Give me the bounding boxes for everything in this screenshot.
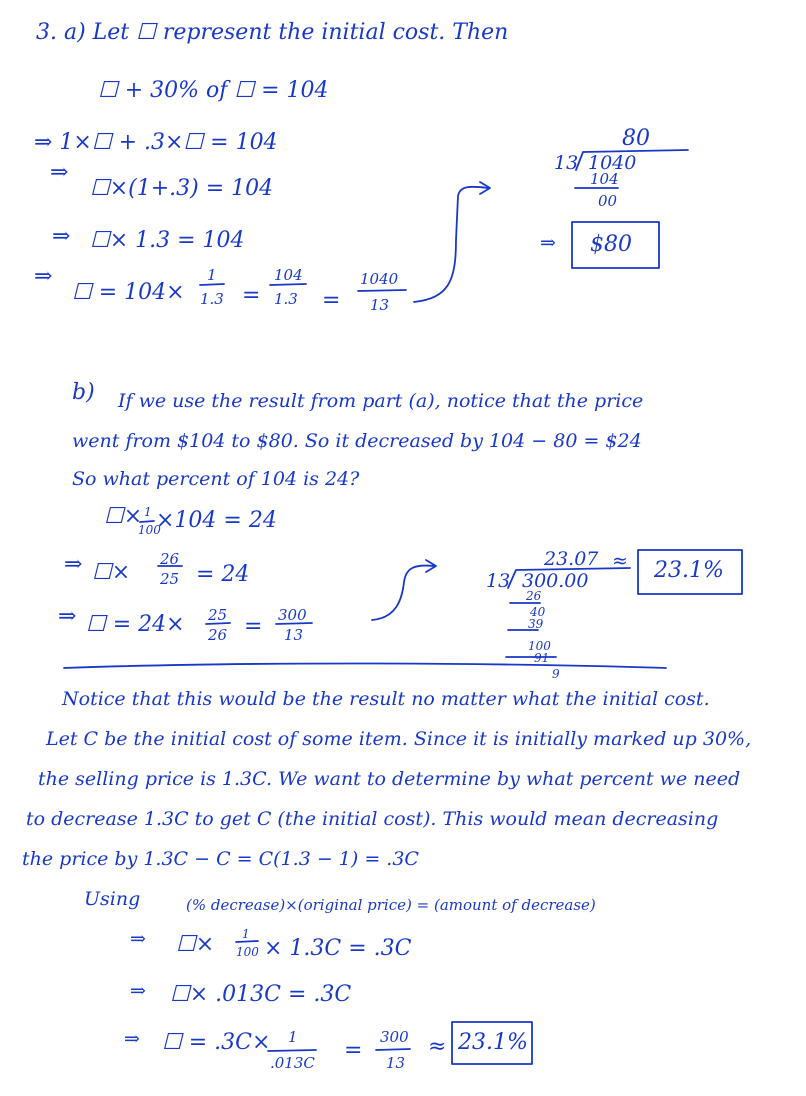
part-a-eq5-equals3: = (322, 288, 341, 313)
general-line4: to decrease 1.3C to get C (the initial cost). This would mean decreasing (26, 808, 719, 830)
part-a-division-remainder: 00 (598, 192, 618, 210)
part-b-division-approx: ≈ (612, 550, 628, 572)
frac-bar-g2 (268, 1050, 316, 1051)
part-a-eq4: ☐× 1.3 = 104 (90, 228, 245, 253)
part-a-eq5-frac1-num: 1 (207, 266, 217, 284)
part-a-arrow5: ⇒ (34, 264, 53, 289)
general-arrow2: ⇒ (130, 980, 146, 1002)
part-b-eq2-lhs: ☐× (92, 560, 131, 585)
general-eq3-frac1-num: 1 (288, 1028, 298, 1046)
part-b-division-divisor: 13 (486, 570, 511, 592)
general-eq3-lhs: ☐ = .3C× (162, 1030, 271, 1055)
general-eq1-frac-num: 1 (242, 927, 250, 941)
part-b-eq3-frac2-num: 300 (278, 606, 307, 624)
general-line2: Let C be the initial cost of some item. Since it is initially marked up 30%, (46, 728, 752, 750)
general-eq3-frac1-den: .013C (270, 1054, 315, 1072)
part-b-label: b) (72, 380, 95, 405)
part-a-answer: $80 (590, 232, 632, 257)
part-b-eq1-rhs: ×104 = 24 (156, 508, 277, 533)
part-b-line3: So what percent of 104 is 24? (72, 468, 360, 490)
part-a-answer-arrow: ⇒ (540, 232, 556, 254)
part-b-eq2-frac-den: 25 (160, 570, 180, 588)
general-arrow3: ⇒ (124, 1028, 140, 1050)
part-b-line2: went from $104 to $80. So it decreased by 104 − 80 = $24 (72, 430, 642, 452)
part-b-eq3-frac1-den: 26 (208, 626, 228, 644)
hook-arrow-b (372, 566, 434, 620)
part-b-division-quotient: 23.07 (544, 548, 599, 570)
part-b-line1: If we use the result from part (a), notice that the price (118, 390, 644, 412)
part-b-eq3-lhs: ☐ = 24× (86, 612, 185, 637)
general-arrow1: ⇒ (130, 928, 146, 950)
frac-bar-a3 (358, 290, 406, 291)
part-b-eq1-frac-den: 100 (138, 523, 161, 537)
part-a-eq5-lhs: ☐ = 104× (72, 280, 185, 305)
general-eq3-frac2-den: 13 (386, 1054, 406, 1072)
part-a-eq5-frac3-num: 1040 (360, 270, 399, 288)
part-b-division-dividend: 300.00 (522, 570, 589, 592)
part-b-division-step: 9 (552, 667, 560, 681)
part-a-eq2: ⇒ 1×☐ + .3×☐ = 104 (34, 130, 278, 155)
part-a-eq5-frac3-den: 13 (370, 296, 390, 314)
part-a-division-dividend: 1040 (588, 152, 637, 174)
general-eq3-frac2-num: 300 (380, 1028, 409, 1046)
part-b-arrow2: ⇒ (64, 552, 83, 577)
part-b-arrow3: ⇒ (58, 604, 77, 629)
general-line5: the price by 1.3C − C = C(1.3 − 1) = .3C (22, 848, 419, 870)
part-b-eq1-frac-num: 1 (144, 505, 152, 519)
general-eq1-rhs: × 1.3C = .3C (264, 936, 412, 961)
general-eq3-approx: ≈ (428, 1034, 447, 1059)
general-line3: the selling price is 1.3C. We want to determine by what percent we need (38, 768, 741, 790)
part-b-eq3-frac1-num: 25 (208, 606, 228, 624)
general-line1: Notice that this would be the result no matter what the initial cost. (62, 688, 710, 710)
section-divider (64, 664, 666, 669)
general-answer: 23.1% (458, 1030, 528, 1055)
part-b-answer: 23.1% (654, 558, 724, 583)
part-b-division-step: 26 (526, 589, 542, 603)
general-eq2: ☐× .013C = .3C (170, 982, 352, 1007)
part-a-arrow4: ⇒ (52, 224, 71, 249)
general-using-label: Using (84, 888, 141, 910)
frac-bar-g1 (236, 941, 258, 942)
general-using-formula: (% decrease)×(original price) = (amount of decrease) (186, 896, 596, 914)
part-a-arrow3: ⇒ (50, 160, 69, 185)
part-a-intro: 3. a) Let ☐ represent the initial cost. Then (36, 20, 509, 45)
frac-bar-a1 (200, 284, 224, 285)
part-b-eq3-frac2-den: 13 (284, 626, 304, 644)
part-b-eq1-lhs: ☐× (104, 504, 143, 529)
part-a-division-step1: 104 (590, 170, 619, 188)
part-a-eq5-frac2-den: 1.3 (274, 290, 298, 308)
general-eq1-frac-den: 100 (236, 945, 259, 959)
general-eq3-equals: = (344, 1038, 363, 1063)
part-a-division-quotient: 80 (622, 126, 650, 151)
part-a-eq5-frac2-num: 104 (274, 266, 303, 284)
part-a-division-divisor: 13 (554, 152, 579, 174)
bracket-arrow-a (414, 187, 488, 302)
part-b-eq3-equals: = (244, 614, 263, 639)
part-b-division-step: 100 (528, 639, 551, 653)
frac-bar-a2 (270, 284, 306, 285)
part-a-eq1: ☐ + 30% of ☐ = 104 (98, 78, 329, 103)
part-a-eq3: ☐×(1+.3) = 104 (90, 176, 274, 201)
frac-bar-g3 (376, 1049, 410, 1050)
general-eq1-lhs: ☐× (176, 932, 215, 957)
part-a-eq5-frac1-den: 1.3 (200, 290, 224, 308)
part-b-eq2-rhs: = 24 (196, 562, 250, 587)
part-a-eq5-equals2: = (242, 283, 261, 308)
part-b-eq2-frac-num: 26 (160, 550, 180, 568)
part-b-division-step: 91 (534, 651, 550, 665)
part-b-division-step: 39 (528, 617, 544, 631)
part-b-division-step: 40 (530, 605, 546, 619)
